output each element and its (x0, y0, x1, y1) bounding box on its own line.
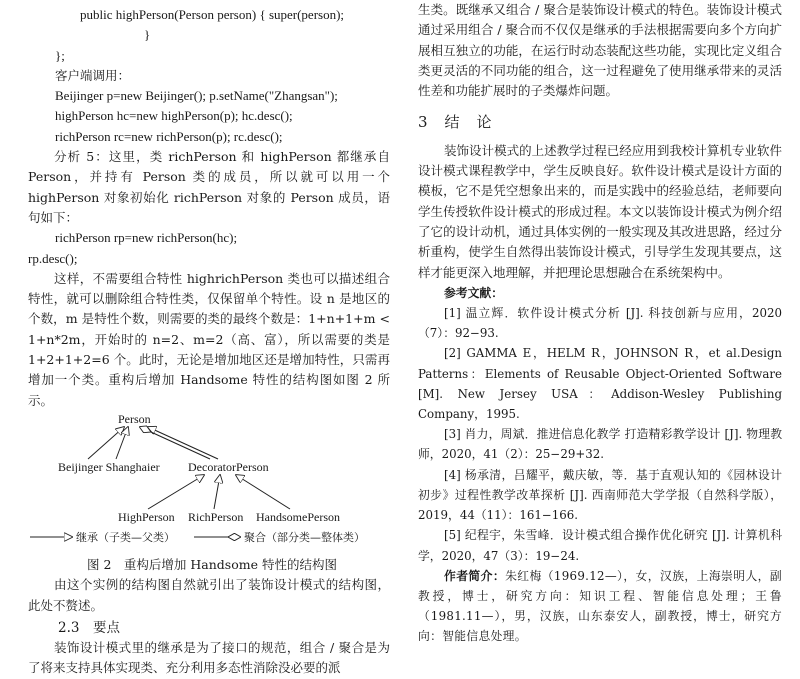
inherit-arrow (148, 475, 204, 509)
node-rich-person: RichPerson (188, 509, 244, 524)
author-bio-label: 作者简介： (444, 568, 506, 583)
analysis-paragraph: 分析 5：这里，类 richPerson 和 highPerson 都继承自 Person，并持有 Person 类的成员，所以就可以用一个 highPerson 对象初始化 richPerson 对象的 Person 成员，语句如下： (28, 149, 390, 225)
uml-diagram (28, 411, 390, 555)
author-bio-text: 朱红梅（1969.12—），女，汉族，上海崇明人，副教授，博士，研究方向：知识工程、智能信息处理；王鲁（1981.11—），男，汉族，山东泰安人，副教授，博士，研究方向：智能信息处理。 (418, 568, 782, 644)
inherit-arrow (116, 427, 128, 459)
figure-caption: 图 2 重构后增加 Handsome 特性的结构图 (87, 556, 337, 572)
code-line: Beijinger p=new Beijinger(); p.setName("Zhangsan"); (55, 88, 338, 104)
client-label: 客户端调用： (55, 67, 131, 83)
body-paragraph: 由这个实例的结构图自然就引出了装饰设计模式的结构图，此处不赘述。 (28, 577, 390, 613)
author-bio (418, 566, 782, 647)
left-column (28, 0, 390, 679)
body-paragraph: 生类。既继承又组合 / 聚合是装饰设计模式的特色。装饰设计模式通过采用组合 / 聚合而不仅仅是继承的手法根据需要向多个方向扩展相互独立的功能，在运行时动态装配这些功能，实现比定义组合类更灵活的不同功能的组合，这一过程避免了使用继承带来的灵活性差和功能扩展时的子类爆炸问题。 (418, 2, 782, 99)
right-column (418, 0, 782, 647)
body-paragraph: 装饰设计模式里的继承是为了接口的规范，组合 / 聚合是为了将来支持具体实现类、充分利用多态性消除没必要的派 (28, 640, 390, 676)
references-title: 参考文献： (444, 285, 503, 300)
inherit-arrow (88, 427, 124, 459)
code-line: highPerson hc=new highPerson(p); hc.desc(); (55, 108, 293, 124)
body-paragraph: 装饰设计模式的上述教学过程已经应用到我校计算机专业软件设计模式课程教学中，学生反映良好。软件设计模式是设计方面的模板，它不是凭空想象出来的，而是实践中的经验总结，老师要向学生传授软件设计模式的形成过程。本文以装饰设计模式为例介绍了它的设计动机，通过具体实例的一般实现及其改进思路，经过分析重构，使学生自然得出装饰设计模式，引导学生发现其要点，这样才能更深入地理解，并把理论思想融合在系统架构中。 (418, 142, 782, 280)
compose-arrow (140, 427, 210, 459)
body-paragraph: 这样，不需要组合特性 highrichPerson 类也可以描述组合特性，就可以删除组合特性类，仅保留单个特性。设 n 是地区的个数，m 是特性个数，则需要的类的最终个数是：1+n+1+m < 1+n*2m，开始时的 n=2、m=2（高、富），所以需要的类是 1+2+1+2=6 个。此时，无论是增加地区还是增加特性，只需再增加一个类。重构后增加 Handsome 特性的结构图如图 2 所示。 (28, 270, 390, 408)
reference-item: [2] GAMMA E，HELM R，JOHNSON R，et al.Design Patterns：Elements of Reusable Object-Oriented Software [M]. New Jersey USA：Addison-Wesley Publishing Company，1995. (418, 346, 782, 422)
code-line: richPerson rp=new richPerson(hc); (55, 230, 238, 246)
node-person: Person (118, 411, 151, 426)
section-heading: 2.3 要点 (58, 619, 120, 636)
node-high-person: HighPerson (118, 509, 175, 524)
code-line: rp.desc(); (28, 250, 78, 266)
node-beijinger-shanghaier: Beijinger Shanghaier (58, 459, 160, 474)
inherit-arrow (236, 475, 290, 509)
inherit-arrow (214, 475, 220, 509)
figure-2 (28, 411, 390, 555)
reference-item: [1] 温立辉．软件设计模式分析 [J]. 科技创新与应用，2020（7）：92−93. (418, 306, 782, 341)
legend-compose: 聚合（部分类—整体类） (244, 530, 365, 544)
legend-inherit: 继承（子类—父类） (76, 530, 175, 544)
code-line: public highPerson(Person person) { super(person); (80, 7, 345, 22)
node-decorator-person: DecoratorPerson (188, 459, 269, 474)
code-line: }; (55, 47, 65, 63)
reference-item: [3] 肖力，周斌．推进信息化教学 打造精彩教学设计 [J]. 物理教师，2020，41（2）：25−29+32. (418, 427, 782, 462)
code-line: } (144, 27, 151, 43)
inherit-arrow (148, 427, 218, 459)
code-line: richPerson rc=new richPerson(p); rc.desc(); (55, 128, 283, 144)
section-heading: 3 结 论 (418, 113, 493, 132)
reference-item: [4] 杨承清，吕耀平，戴庆敏，等．基于直观认知的《园林设计初步》过程性教学改革探析 [J]. 西南师范大学学报（自然科学版），2019，44（11）：161−166. (418, 467, 782, 523)
node-handsome-person: HandsomePerson (256, 509, 340, 524)
reference-item: [5] 纪程宇，朱雪峰．设计模式组合操作优化研究 [J]. 计算机科学，2020，47（3）：19−24. (418, 528, 782, 563)
